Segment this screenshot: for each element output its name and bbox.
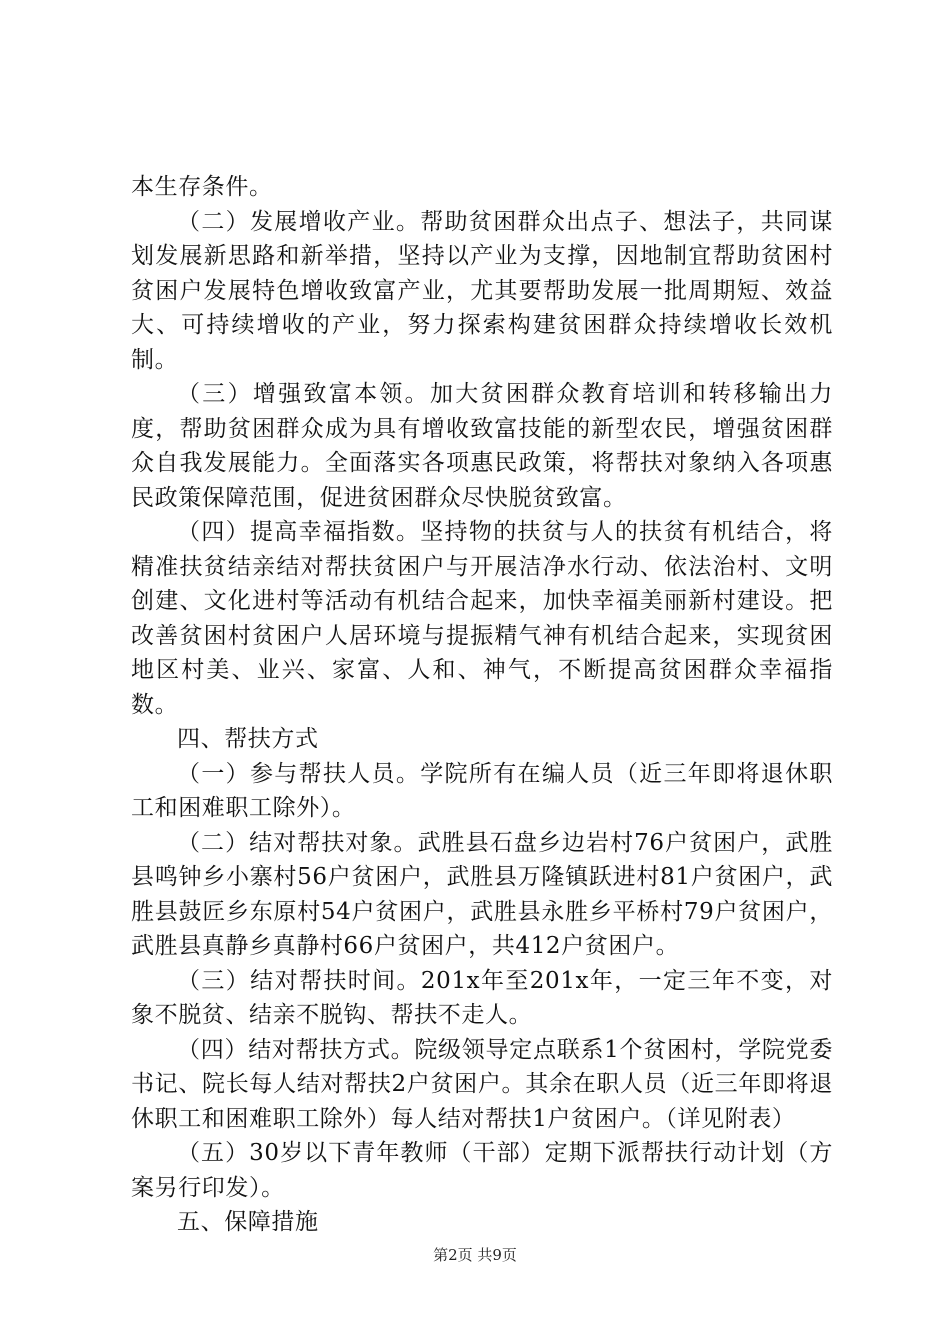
paragraph-pairing-method: （四）结对帮扶方式。院级领导定点联系1个贫困村，学院党委书记、院长每人结对帮扶2户贫困户。其余在职人员（近三年即将退休职工和困难职工除外）每人结对帮扶1户贫困户。（详见附表） (131, 1036, 833, 1132)
paragraph-develop-industry: （二）发展增收产业。帮助贫困群众出点子、想法子，共同谋划发展新思路和新举措，坚持以产业为支撑，因地制宜帮助贫困村贫困户发展特色增收致富产业，尤其要帮助发展一批周期短、效益大、可持续增收的产业，努力探索构建贫困群众持续增收长效机制。 (131, 208, 833, 373)
page-number-footer: 第2页 共9页 (433, 1246, 517, 1264)
paragraph-enhance-skills: （三）增强致富本领。加大贫困群众教育培训和转移输出力度，帮助贫困群众成为具有增收致富技能的新型农民，增强贫困群众自我发展能力。全面落实各项惠民政策，将帮扶对象纳入各项惠民政策保障范围，促进贫困群众尽快脱贫致富。 (131, 381, 833, 511)
paragraph-participants: （一）参与帮扶人员。学院所有在编人员（近三年即将退休职工和困难职工除外）。 (131, 760, 833, 821)
section-heading-assistance-methods: 四、帮扶方式 (177, 726, 319, 752)
document-body (131, 170, 833, 1240)
section-heading-safeguards: 五、保障措施 (177, 1209, 319, 1235)
paragraph-young-teachers-plan: （五）30岁以下青年教师（干部）定期下派帮扶行动计划（方案另行印发）。 (131, 1140, 833, 1201)
paragraph-continuation: 本生存条件。 (131, 174, 273, 200)
paragraph-paired-targets: （二）结对帮扶对象。武胜县石盘乡边岩村76户贫困户，武胜县鸣钟乡小寨村56户贫困户，武胜县万隆镇跃进村81户贫困户，武胜县鼓匠乡东原村54户贫困户，武胜县永胜乡平桥村79户贫困户，武胜县真静乡真静村66户贫困户，共412户贫困户。 (131, 829, 833, 959)
paragraph-pairing-period: （三）结对帮扶时间。201x年至201x年，一定三年不变，对象不脱贫、结亲不脱钩、帮扶不走人。 (131, 967, 833, 1028)
paragraph-happiness-index: （四）提高幸福指数。坚持物的扶贫与人的扶贫有机结合，将精准扶贫结亲结对帮扶贫困户与开展洁净水行动、依法治村、文明创建、文化进村等活动有机结合起来，加快幸福美丽新村建设。把改善贫困村贫困户人居环境与提振精气神有机结合起来，实现贫困地区村美、业兴、家富、人和、神气，不断提高贫困群众幸福指数。 (131, 519, 833, 718)
